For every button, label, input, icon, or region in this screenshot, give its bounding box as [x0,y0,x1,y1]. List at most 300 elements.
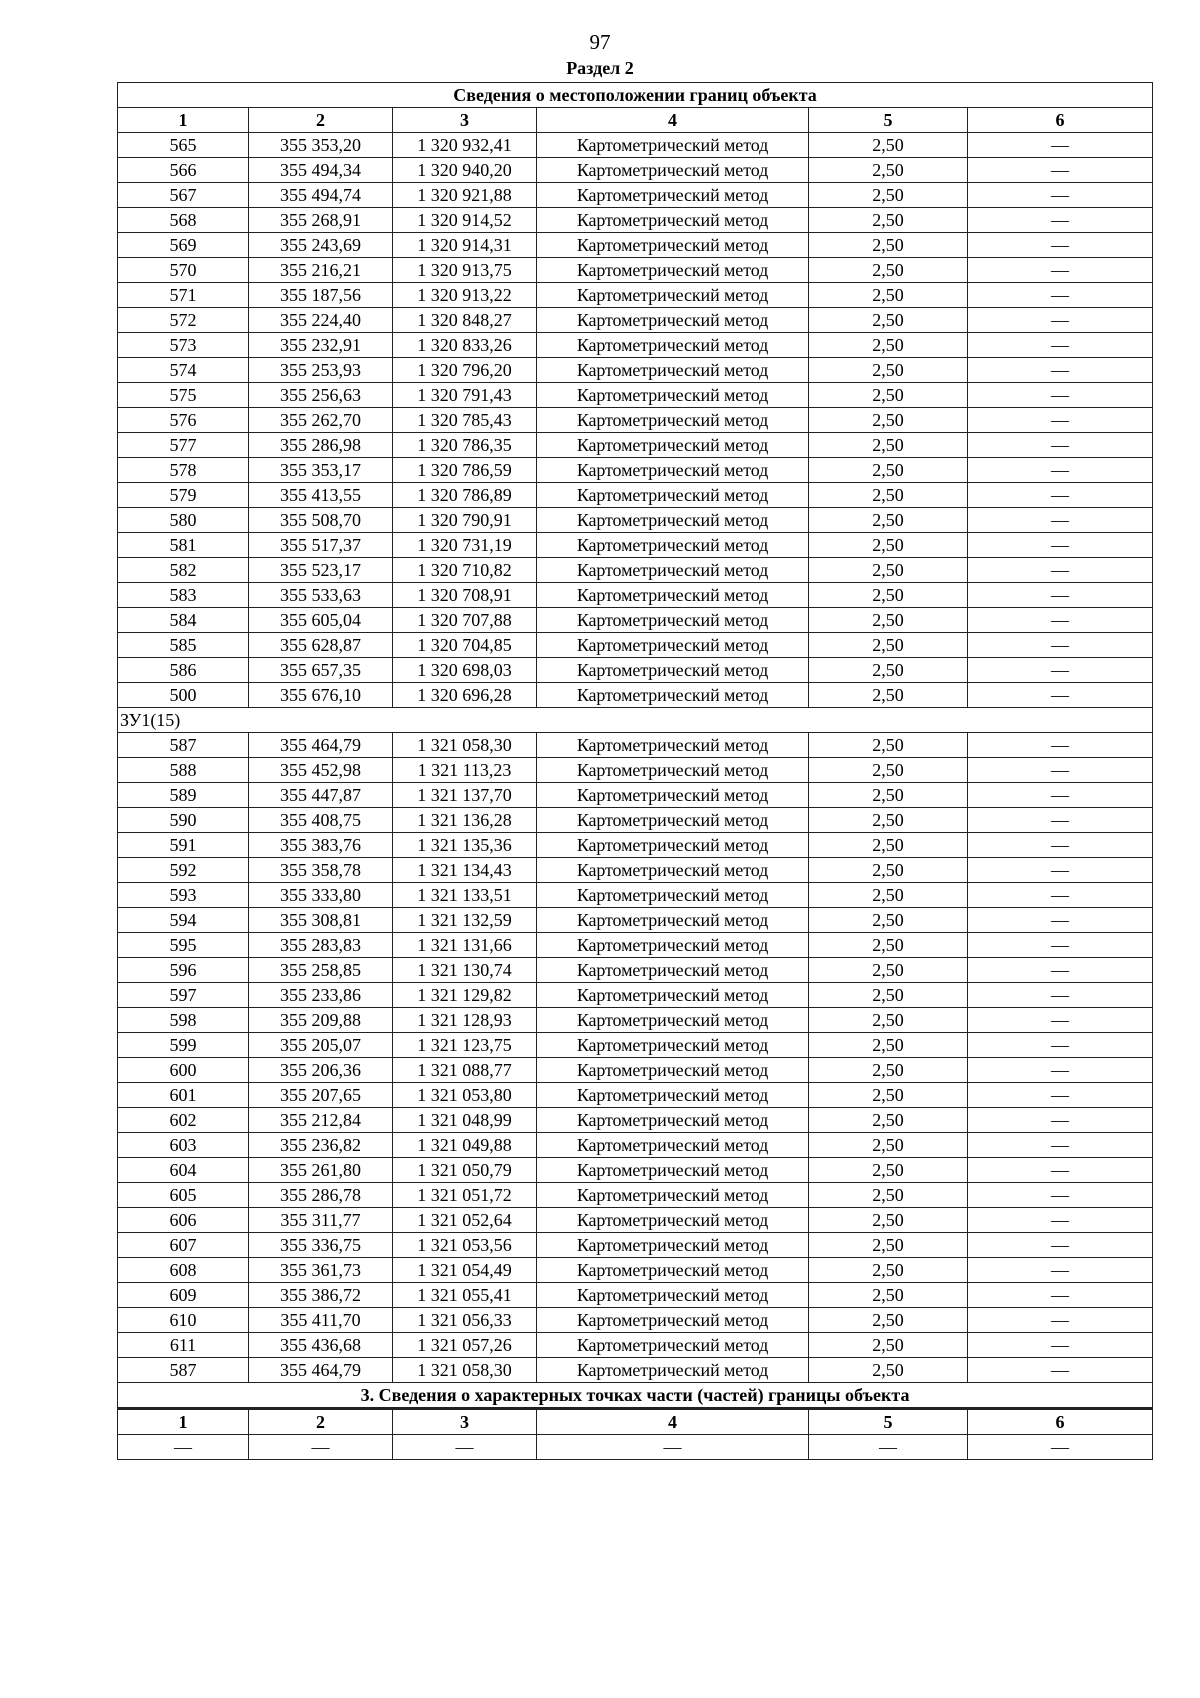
table-row [118,158,1153,183]
method-cell: Картометрический метод [537,1133,809,1158]
table-row [118,1308,1153,1333]
description-cell: — [968,133,1153,158]
y-coordinate-cell: 1 320 833,26 [393,333,537,358]
point-number-cell: 596 [118,958,249,983]
accuracy-cell: 2,50 [809,308,968,333]
column-number: 1 [118,1409,249,1435]
y-coordinate-cell: 1 321 054,49 [393,1258,537,1283]
point-number-cell: 589 [118,783,249,808]
accuracy-cell: 2,50 [809,433,968,458]
x-coordinate-cell: 355 676,10 [249,683,393,708]
point-number-cell: 571 [118,283,249,308]
x-coordinate-cell: 355 261,80 [249,1158,393,1183]
point-number-cell: 587 [118,1358,249,1383]
method-cell: Картометрический метод [537,1358,809,1383]
method-cell: Картометрический метод [537,1083,809,1108]
column-number: 4 [537,108,809,133]
table-row [118,558,1153,583]
y-coordinate-cell: 1 321 133,51 [393,883,537,908]
point-number-cell: 604 [118,1158,249,1183]
table-row [118,658,1153,683]
point-number-cell: 592 [118,858,249,883]
method-cell: Картометрический метод [537,958,809,983]
point-number-cell: 566 [118,158,249,183]
y-coordinate-cell: 1 321 123,75 [393,1033,537,1058]
table-row [118,733,1153,758]
y-coordinate-cell: 1 320 914,31 [393,233,537,258]
x-coordinate-cell: 355 353,17 [249,458,393,483]
y-coordinate-cell: 1 321 056,33 [393,1308,537,1333]
description-cell: — [968,1333,1153,1358]
caption-row [118,83,1153,108]
x-coordinate-cell: 355 517,37 [249,533,393,558]
method-cell: Картометрический метод [537,808,809,833]
table-row [118,408,1153,433]
table-row [118,608,1153,633]
accuracy-cell: 2,50 [809,633,968,658]
point-number-cell: 598 [118,1008,249,1033]
y-coordinate-cell: 1 320 698,03 [393,658,537,683]
table-row [118,333,1153,358]
y-coordinate-cell: 1 321 134,43 [393,858,537,883]
y-coordinate-cell: 1 320 708,91 [393,583,537,608]
y-coordinate-cell: 1 321 057,26 [393,1333,537,1358]
description-cell: — [968,183,1153,208]
accuracy-cell: 2,50 [809,583,968,608]
accuracy-cell: 2,50 [809,983,968,1008]
y-coordinate-cell: 1 320 932,41 [393,133,537,158]
table-row [118,1333,1153,1358]
accuracy-cell: 2,50 [809,283,968,308]
method-cell: Картометрический метод [537,733,809,758]
point-number-cell: 606 [118,1208,249,1233]
description-cell: — [968,258,1153,283]
method-cell: Картометрический метод [537,183,809,208]
accuracy-cell: 2,50 [809,508,968,533]
x-coordinate-cell: 355 628,87 [249,633,393,658]
method-cell: Картометрический метод [537,883,809,908]
column-number: 3 [393,1409,537,1435]
accuracy-cell: 2,50 [809,1208,968,1233]
table-row [118,208,1153,233]
table-row [118,308,1153,333]
y-coordinate-cell: 1 320 796,20 [393,358,537,383]
description-cell: — [968,808,1153,833]
table-row [118,483,1153,508]
x-coordinate-cell: 355 533,63 [249,583,393,608]
point-number-cell: 595 [118,933,249,958]
method-cell: Картометрический метод [537,408,809,433]
method-cell: Картометрический метод [537,233,809,258]
y-coordinate-cell: 1 320 704,85 [393,633,537,658]
method-cell: Картометрический метод [537,258,809,283]
accuracy-cell: 2,50 [809,958,968,983]
accuracy-cell: 2,50 [809,1333,968,1358]
y-coordinate-cell: 1 321 053,80 [393,1083,537,1108]
accuracy-cell: 2,50 [809,883,968,908]
point-number-cell: 594 [118,908,249,933]
table-row [118,1033,1153,1058]
point-number-cell: 574 [118,358,249,383]
accuracy-cell: 2,50 [809,758,968,783]
y-coordinate-cell: 1 321 113,23 [393,758,537,783]
method-cell: Картометрический метод [537,783,809,808]
table-row [118,933,1153,958]
y-coordinate-cell: 1 320 913,22 [393,283,537,308]
point-number-cell: 605 [118,1183,249,1208]
x-coordinate-cell: 355 207,65 [249,1083,393,1108]
y-coordinate-cell: 1 321 048,99 [393,1108,537,1133]
x-coordinate-cell: 355 605,04 [249,608,393,633]
accuracy-cell: 2,50 [809,408,968,433]
table-row [118,1008,1153,1033]
method-cell: Картометрический метод [537,483,809,508]
point-number-cell: 587 [118,733,249,758]
table-cell: — [249,1435,393,1460]
accuracy-cell: 2,50 [809,608,968,633]
description-cell: — [968,158,1153,183]
column-number: 3 [393,108,537,133]
description-cell: — [968,333,1153,358]
method-cell: Картометрический метод [537,283,809,308]
method-cell: Картометрический метод [537,658,809,683]
method-cell: Картометрический метод [537,1183,809,1208]
x-coordinate-cell: 355 205,07 [249,1033,393,1058]
x-coordinate-cell: 355 523,17 [249,558,393,583]
y-coordinate-cell: 1 320 914,52 [393,208,537,233]
point-number-cell: 611 [118,1333,249,1358]
x-coordinate-cell: 355 336,75 [249,1233,393,1258]
x-coordinate-cell: 355 212,84 [249,1108,393,1133]
y-coordinate-cell: 1 320 848,27 [393,308,537,333]
method-cell: Картометрический метод [537,533,809,558]
description-cell: — [968,1233,1153,1258]
method-cell: Картометрический метод [537,1333,809,1358]
table-row [118,358,1153,383]
point-number-cell: 570 [118,258,249,283]
method-cell: Картометрический метод [537,208,809,233]
accuracy-cell: 2,50 [809,658,968,683]
x-coordinate-cell: 355 657,35 [249,658,393,683]
y-coordinate-cell: 1 320 785,43 [393,408,537,433]
group-row [118,708,1153,733]
method-cell: Картометрический метод [537,508,809,533]
method-cell: Картометрический метод [537,683,809,708]
point-number-cell: 586 [118,658,249,683]
table-cell: — [968,1435,1153,1460]
point-number-cell: 568 [118,208,249,233]
description-cell: — [968,383,1153,408]
column-number: 5 [809,108,968,133]
table-row [118,958,1153,983]
description-cell: — [968,1208,1153,1233]
method-cell: Картометрический метод [537,908,809,933]
x-coordinate-cell: 355 262,70 [249,408,393,433]
column-number: 2 [249,108,393,133]
table-row [118,1208,1153,1233]
accuracy-cell: 2,50 [809,333,968,358]
x-coordinate-cell: 355 436,68 [249,1333,393,1358]
method-cell: Картометрический метод [537,1008,809,1033]
table-cell: — [118,1435,249,1460]
method-cell: Картометрический метод [537,133,809,158]
accuracy-cell: 2,50 [809,1308,968,1333]
accuracy-cell: 2,50 [809,1083,968,1108]
x-coordinate-cell: 355 256,63 [249,383,393,408]
description-cell: — [968,533,1153,558]
section3-caption: 3. Сведения о характерных точках части (частей) границы объекта [118,1383,1153,1409]
y-coordinate-cell: 1 321 051,72 [393,1183,537,1208]
point-number-cell: 584 [118,608,249,633]
x-coordinate-cell: 355 187,56 [249,283,393,308]
table-row [118,258,1153,283]
y-coordinate-cell: 1 320 921,88 [393,183,537,208]
method-cell: Картометрический метод [537,1208,809,1233]
x-coordinate-cell: 355 283,83 [249,933,393,958]
method-cell: Картометрический метод [537,1283,809,1308]
description-cell: — [968,608,1153,633]
description-cell: — [968,558,1153,583]
point-number-cell: 578 [118,458,249,483]
method-cell: Картометрический метод [537,383,809,408]
table-row [118,908,1153,933]
description-cell: — [968,933,1153,958]
description-cell: — [968,1033,1153,1058]
y-coordinate-cell: 1 320 696,28 [393,683,537,708]
table-row [118,1258,1153,1283]
y-coordinate-cell: 1 320 913,75 [393,258,537,283]
accuracy-cell: 2,50 [809,1283,968,1308]
point-number-cell: 608 [118,1258,249,1283]
point-number-cell: 609 [118,1283,249,1308]
method-cell: Картометрический метод [537,858,809,883]
table-row [118,183,1153,208]
x-coordinate-cell: 355 464,79 [249,733,393,758]
table-row [118,808,1153,833]
point-number-cell: 588 [118,758,249,783]
x-coordinate-cell: 355 286,78 [249,1183,393,1208]
description-cell: — [968,1258,1153,1283]
method-cell: Картометрический метод [537,158,809,183]
point-number-cell: 593 [118,883,249,908]
method-cell: Картометрический метод [537,1108,809,1133]
accuracy-cell: 2,50 [809,383,968,408]
method-cell: Картометрический метод [537,1158,809,1183]
method-cell: Картометрический метод [537,833,809,858]
x-coordinate-cell: 355 286,98 [249,433,393,458]
description-cell: — [968,208,1153,233]
accuracy-cell: 2,50 [809,908,968,933]
table-row [118,783,1153,808]
accuracy-cell: 2,50 [809,558,968,583]
y-coordinate-cell: 1 321 049,88 [393,1133,537,1158]
description-cell: — [968,1308,1153,1333]
y-coordinate-cell: 1 321 050,79 [393,1158,537,1183]
y-coordinate-cell: 1 321 136,28 [393,808,537,833]
table-cell: — [809,1435,968,1460]
table-row [118,1058,1153,1083]
y-coordinate-cell: 1 321 088,77 [393,1058,537,1083]
table-cell: — [393,1435,537,1460]
accuracy-cell: 2,50 [809,1058,968,1083]
point-number-cell: 583 [118,583,249,608]
point-number-cell: 575 [118,383,249,408]
x-coordinate-cell: 355 386,72 [249,1283,393,1308]
accuracy-cell: 2,50 [809,1233,968,1258]
point-number-cell: 580 [118,508,249,533]
method-cell: Картометрический метод [537,583,809,608]
accuracy-cell: 2,50 [809,858,968,883]
description-cell: — [968,458,1153,483]
point-number-cell: 500 [118,683,249,708]
description-cell: — [968,1133,1153,1158]
column-number: 6 [968,1409,1153,1435]
accuracy-cell: 2,50 [809,808,968,833]
x-coordinate-cell: 355 494,74 [249,183,393,208]
table-row [118,983,1153,1008]
x-coordinate-cell: 355 232,91 [249,333,393,358]
description-cell: — [968,1008,1153,1033]
point-number-cell: 579 [118,483,249,508]
y-coordinate-cell: 1 321 058,30 [393,733,537,758]
table-row [118,1158,1153,1183]
description-cell: — [968,483,1153,508]
page-number: 97 [589,30,611,54]
y-coordinate-cell: 1 320 707,88 [393,608,537,633]
accuracy-cell: 2,50 [809,258,968,283]
description-cell: — [968,958,1153,983]
point-number-cell: 610 [118,1308,249,1333]
table-row [118,508,1153,533]
x-coordinate-cell: 355 408,75 [249,808,393,833]
x-coordinate-cell: 355 209,88 [249,1008,393,1033]
x-coordinate-cell: 355 464,79 [249,1358,393,1383]
description-cell: — [968,233,1153,258]
column-number: 5 [809,1409,968,1435]
y-coordinate-cell: 1 320 791,43 [393,383,537,408]
section3-column-number-row [118,1409,1153,1435]
table-row [118,433,1153,458]
table-row [118,1358,1153,1383]
point-number-cell: 576 [118,408,249,433]
method-cell: Картометрический метод [537,1258,809,1283]
table-row [118,883,1153,908]
section3-row [118,1435,1153,1460]
description-cell: — [968,833,1153,858]
method-cell: Картометрический метод [537,933,809,958]
table-body [118,83,1153,1460]
accuracy-cell: 2,50 [809,533,968,558]
method-cell: Картометрический метод [537,358,809,383]
x-coordinate-cell: 355 308,81 [249,908,393,933]
y-coordinate-cell: 1 321 137,70 [393,783,537,808]
x-coordinate-cell: 355 452,98 [249,758,393,783]
description-cell: — [968,1283,1153,1308]
table-row [118,533,1153,558]
description-cell: — [968,1108,1153,1133]
accuracy-cell: 2,50 [809,1183,968,1208]
description-cell: — [968,583,1153,608]
description-cell: — [968,758,1153,783]
method-cell: Картометрический метод [537,433,809,458]
accuracy-cell: 2,50 [809,1033,968,1058]
column-number: 6 [968,108,1153,133]
method-cell: Картометрический метод [537,558,809,583]
method-cell: Картометрический метод [537,758,809,783]
boundary-coordinates-table [117,82,1153,1460]
table-row [118,758,1153,783]
y-coordinate-cell: 1 320 940,20 [393,158,537,183]
x-coordinate-cell: 355 311,77 [249,1208,393,1233]
table-row [118,1108,1153,1133]
section3-caption-row [118,1383,1153,1409]
point-number-cell: 567 [118,183,249,208]
x-coordinate-cell: 355 411,70 [249,1308,393,1333]
x-coordinate-cell: 355 236,82 [249,1133,393,1158]
accuracy-cell: 2,50 [809,233,968,258]
method-cell: Картометрический метод [537,633,809,658]
table-row [118,233,1153,258]
table-row [118,583,1153,608]
point-number-cell: 572 [118,308,249,333]
y-coordinate-cell: 1 321 128,93 [393,1008,537,1033]
table-row [118,458,1153,483]
table-row [118,633,1153,658]
description-cell: — [968,883,1153,908]
y-coordinate-cell: 1 321 053,56 [393,1233,537,1258]
description-cell: — [968,358,1153,383]
x-coordinate-cell: 355 224,40 [249,308,393,333]
accuracy-cell: 2,50 [809,158,968,183]
description-cell: — [968,683,1153,708]
description-cell: — [968,633,1153,658]
point-number-cell: 565 [118,133,249,158]
table-row [118,1133,1153,1158]
x-coordinate-cell: 355 206,36 [249,1058,393,1083]
table-row [118,1083,1153,1108]
method-cell: Картометрический метод [537,308,809,333]
method-cell: Картометрический метод [537,333,809,358]
description-cell: — [968,433,1153,458]
y-coordinate-cell: 1 321 055,41 [393,1283,537,1308]
point-number-cell: 600 [118,1058,249,1083]
point-number-cell: 577 [118,433,249,458]
description-cell: — [968,858,1153,883]
description-cell: — [968,658,1153,683]
y-coordinate-cell: 1 321 058,30 [393,1358,537,1383]
y-coordinate-cell: 1 321 130,74 [393,958,537,983]
column-number: 2 [249,1409,393,1435]
y-coordinate-cell: 1 321 052,64 [393,1208,537,1233]
table-row [118,283,1153,308]
description-cell: — [968,1358,1153,1383]
point-number-cell: 601 [118,1083,249,1108]
y-coordinate-cell: 1 321 129,82 [393,983,537,1008]
point-number-cell: 569 [118,233,249,258]
accuracy-cell: 2,50 [809,683,968,708]
accuracy-cell: 2,50 [809,483,968,508]
description-cell: — [968,1083,1153,1108]
table-row [118,383,1153,408]
accuracy-cell: 2,50 [809,833,968,858]
x-coordinate-cell: 355 494,34 [249,158,393,183]
accuracy-cell: 2,50 [809,1258,968,1283]
method-cell: Картометрический метод [537,608,809,633]
y-coordinate-cell: 1 320 786,59 [393,458,537,483]
description-cell: — [968,283,1153,308]
accuracy-cell: 2,50 [809,733,968,758]
x-coordinate-cell: 355 253,93 [249,358,393,383]
